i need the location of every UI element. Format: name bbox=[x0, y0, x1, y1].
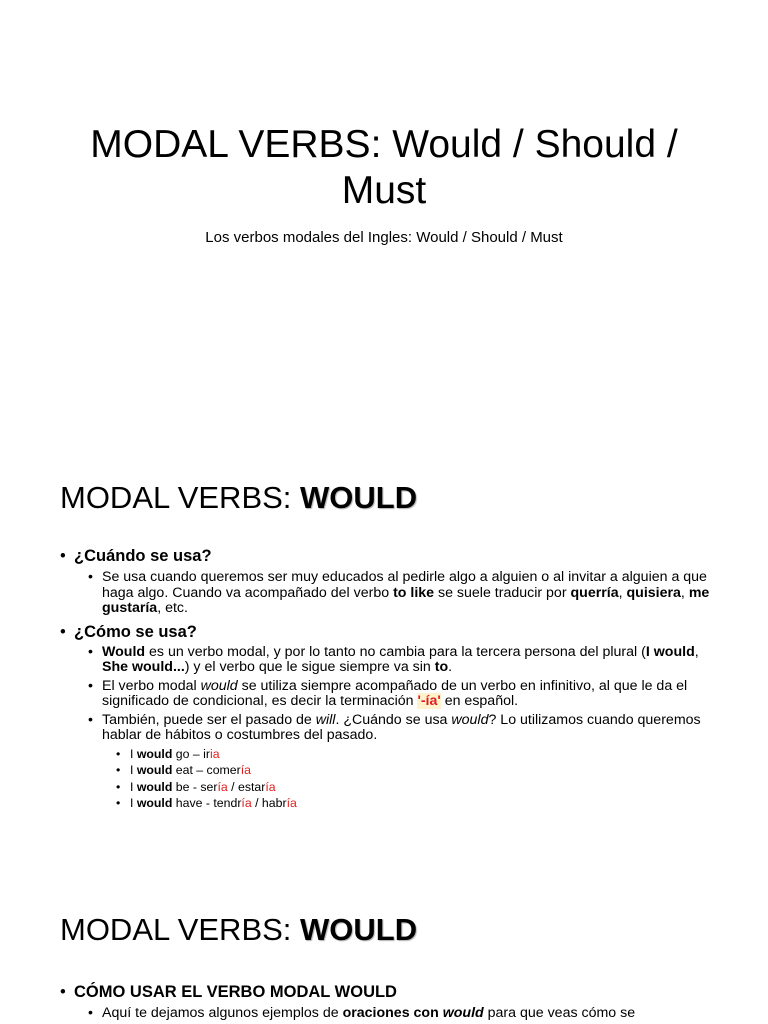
text: . bbox=[448, 659, 453, 675]
example-item bbox=[116, 795, 720, 812]
red-ending: ía bbox=[241, 796, 252, 810]
text: go – ir bbox=[172, 746, 210, 761]
text: I bbox=[130, 796, 137, 810]
text: También, puede ser el pasado de bbox=[102, 711, 316, 728]
italic-text: would bbox=[451, 711, 489, 728]
text: en español. bbox=[440, 693, 519, 709]
text: . ¿Cuándo se usa bbox=[335, 711, 452, 728]
usage-heading: • CÓMO USAR EL VERBO MODAL WOULD bbox=[60, 982, 720, 1002]
bold-text: I would bbox=[645, 643, 695, 660]
slide-title bbox=[60, 479, 417, 517]
red-ending: ía bbox=[217, 779, 228, 794]
how-bullet-modal bbox=[88, 645, 720, 676]
bold-text: Would bbox=[102, 643, 146, 660]
slide-title-bold: WOULD bbox=[300, 480, 418, 515]
slide-title bbox=[60, 911, 417, 949]
text: ? Lo utilizamos cuando queremos hablar de hábitos o costumbres del pasado. bbox=[102, 711, 701, 743]
slide-content bbox=[60, 982, 720, 1022]
bold-text: would bbox=[136, 796, 173, 810]
highlighted-ending: '-ía' bbox=[417, 693, 441, 709]
italic-text: will bbox=[315, 711, 336, 728]
text: I bbox=[130, 763, 137, 777]
title-slide bbox=[0, 0, 768, 445]
text: I bbox=[130, 746, 137, 761]
slide-title-prefix: MODAL VERBS: bbox=[60, 912, 301, 947]
usage-bullet bbox=[88, 1006, 720, 1022]
bold-text: She would... bbox=[102, 659, 185, 675]
text: , bbox=[618, 584, 627, 601]
italic-text: would bbox=[200, 677, 238, 694]
when-bullet bbox=[88, 570, 720, 617]
text: I bbox=[130, 779, 137, 794]
bold-text: would bbox=[136, 746, 173, 761]
bold-text: to bbox=[434, 659, 449, 675]
bold-text: would bbox=[136, 763, 173, 777]
text: para que veas cómo se bbox=[483, 1005, 636, 1021]
text: , etc. bbox=[157, 600, 188, 616]
presentation-subtitle: Los verbos modales del Ingles: Would / Should / Must bbox=[205, 229, 563, 246]
text: , bbox=[694, 643, 699, 660]
text: / habr bbox=[251, 796, 287, 810]
red-ending: ía bbox=[240, 763, 251, 777]
bold-italic-text: would bbox=[442, 1005, 484, 1021]
question-when: • ¿Cuándo se usa? bbox=[60, 546, 720, 566]
text: , bbox=[680, 584, 689, 601]
how-bullet-past bbox=[88, 713, 720, 744]
bold-text: would bbox=[136, 779, 173, 794]
red-ending: ía bbox=[286, 796, 297, 810]
red-ending: ía bbox=[265, 779, 276, 794]
text: es un verbo modal, y por lo tanto no cambia para la tercera persona del plural ( bbox=[145, 643, 646, 660]
text: be - ser bbox=[172, 779, 218, 794]
slide-title-bold: WOULD bbox=[300, 912, 418, 947]
slide-title-prefix: MODAL VERBS: bbox=[60, 480, 301, 515]
would-usage-slide bbox=[0, 888, 768, 1024]
example-item bbox=[116, 762, 720, 779]
example-item bbox=[116, 746, 720, 763]
text: / estar bbox=[227, 779, 266, 794]
text: Se usa cuando queremos ser muy educados al pedirle algo a alguien o al invitar a alguien a que haga algo. Cuando va acompañado del verbo bbox=[102, 569, 707, 601]
text: eat – comer bbox=[172, 763, 241, 777]
example-item bbox=[116, 779, 720, 796]
text: ) y el verbo que le sigue siempre va sin bbox=[184, 659, 435, 675]
text: se utiliza siempre acompañado de un verbo en infinitivo, al que le da el significado de condicional, es decir la terminación bbox=[102, 677, 688, 709]
text: se suele traducir por bbox=[434, 584, 571, 601]
bold-text: oraciones con bbox=[342, 1005, 443, 1021]
slide-content bbox=[60, 546, 720, 812]
text: El verbo modal bbox=[102, 677, 201, 694]
how-bullet-conditional bbox=[88, 679, 720, 710]
presentation-title: MODAL VERBS: Would / Should / Must bbox=[90, 123, 678, 212]
bold-text: querría bbox=[570, 584, 619, 601]
bold-text: me gustaría bbox=[102, 584, 710, 616]
red-ending: ia bbox=[209, 746, 220, 761]
bold-text: quisiera bbox=[626, 584, 681, 601]
text: have - tendr bbox=[172, 796, 242, 810]
would-slide bbox=[0, 445, 768, 888]
bold-text: to like bbox=[393, 584, 435, 601]
text: Aquí te dejamos algunos ejemplos de bbox=[102, 1005, 343, 1021]
question-how: • ¿Cómo se usa? bbox=[60, 622, 720, 642]
